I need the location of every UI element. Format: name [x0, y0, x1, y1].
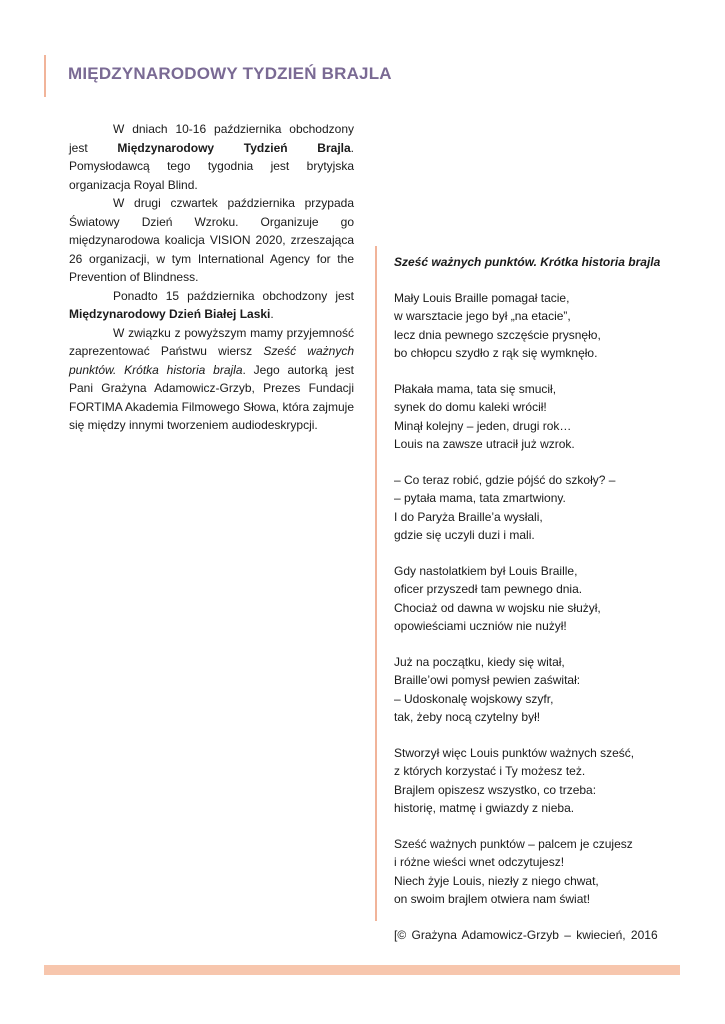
poem-line: w warsztacie jego był „na etacie”, — [394, 309, 571, 324]
article-paragraph-4 — [69, 324, 354, 435]
poem-line: Stworzył więc Louis punktów ważnych sześć, — [394, 746, 635, 761]
poem-line: z których korzystać i Ty możesz też. — [394, 764, 586, 779]
poem-stanza — [394, 835, 674, 908]
poem-line: Chociaż od dawna w wojsku nie służył, — [394, 600, 601, 615]
article-paragraph-2: W drugi czwartek października przypada Światowy Dzień Wzroku. Organizuje go międzynarodowa koalicja VISION 2020, zrzeszająca 26 organizacji, w tym International Agency for the Prevention of Blindness. — [69, 196, 354, 284]
poem-line: Louis na zawsze utracił już wzrok. — [394, 436, 575, 451]
poem-line: Minął kolejny – jeden, drugi rok… — [394, 418, 572, 433]
article-bold-white-cane-day: Międzynarodowy Dzień Białej Laski — [69, 307, 271, 321]
poem-line: Niech żyje Louis, niezły z niego chwat, — [394, 873, 599, 888]
poem — [394, 253, 674, 944]
column-divider — [375, 246, 377, 921]
poem-line: i różne wieści wnet odczytujesz! — [394, 855, 565, 870]
article-text-span: W związku z powyższym mamy przyjemność zaprezentować Państwu wiersz — [69, 325, 354, 358]
poem-line: historię, matmę i gwiazdy z nieba. — [394, 800, 575, 815]
poem-stanza — [394, 562, 674, 635]
poem-line: Już na początku, kiedy się witał, — [394, 655, 565, 670]
article-text-span: . Jego autorką jest Pani Grażyna Adamowicz-Grzyb, Prezes Fundacji FORTIMA Akademia Filmowego Słowa, która zajmuje się między innymi tworzeniem audiodeskrypcji. — [69, 362, 354, 432]
page-title: MIĘDZYNARODOWY TYDZIEŃ BRAJLA — [68, 64, 392, 83]
poem-line: Brajlem opiszesz wszystko, co trzeba: — [394, 782, 597, 797]
poem-line: – pytała mama, tata zmartwiony. — [394, 491, 566, 506]
poem-stanza — [394, 653, 674, 726]
poem-line: tak, żeby nocą czytelny był! — [394, 709, 541, 724]
article-paragraph-3 — [69, 287, 354, 324]
article-text-span: W dniach 10-16 października obchodzony jest — [69, 122, 354, 155]
article-text-span: . — [270, 307, 274, 321]
article-text — [69, 120, 354, 435]
poem-credit: [© Grażyna Adamowicz-Grzyb – kwiecień, 2016 — [394, 928, 658, 943]
article-text-span: . Pomysłodawcą tego tygodnia jest brytyjska organizacja Royal Blind. — [69, 140, 355, 192]
article-bold-braille-week: Międzynarodowy Tydzień Brajla — [117, 140, 351, 155]
title-accent-bar — [44, 55, 46, 97]
poem-line: oficer przyszedł tam pewnego dnia. — [394, 582, 583, 597]
poem-line: Sześć ważnych punktów – palcem je czujesz — [394, 837, 633, 852]
poem-line: – Udoskonalę wojskowy szyfr, — [394, 691, 554, 706]
poem-line: bo chłopcu szydło z rąk się wymknęło. — [394, 345, 598, 360]
footer-accent-bar — [44, 965, 680, 975]
poem-stanza — [394, 471, 674, 544]
article-italic-poem-title: Sześć ważnych punktów. Krótka historia brajla — [69, 344, 354, 377]
poem-line: I do Paryża Braille’a wysłali, — [394, 509, 543, 524]
poem-line: synek do domu kaleki wrócił! — [394, 400, 547, 415]
poem-stanzas — [394, 289, 674, 908]
poem-line: lecz dnia pewnego szczęście prysnęło, — [394, 327, 601, 342]
poem-stanza — [394, 289, 674, 362]
poem-stanza — [394, 744, 674, 817]
poem-line: Gdy nastolatkiem był Louis Braille, — [394, 564, 578, 579]
poem-line: opowieściami uczniów nie nużył! — [394, 618, 567, 633]
article-text-span: Ponadto 15 października obchodzony jest — [113, 288, 354, 303]
poem-line: Mały Louis Braille pomagał tacie, — [394, 291, 570, 306]
poem-line: gdzie się uczyli duzi i mali. — [394, 527, 535, 542]
poem-line: – Co teraz robić, gdzie pójść do szkoły? – — [394, 473, 616, 488]
poem-stanza — [394, 380, 674, 453]
poem-line: Braille’owi pomysł pewien zaświtał: — [394, 673, 581, 688]
poem-line: on swoim brajlem otwiera nam świat! — [394, 891, 591, 906]
article-paragraph-1 — [69, 120, 354, 194]
poem-line: Płakała mama, tata się smucił, — [394, 382, 557, 397]
poem-title: Sześć ważnych punktów. Krótka historia brajla — [394, 255, 661, 269]
